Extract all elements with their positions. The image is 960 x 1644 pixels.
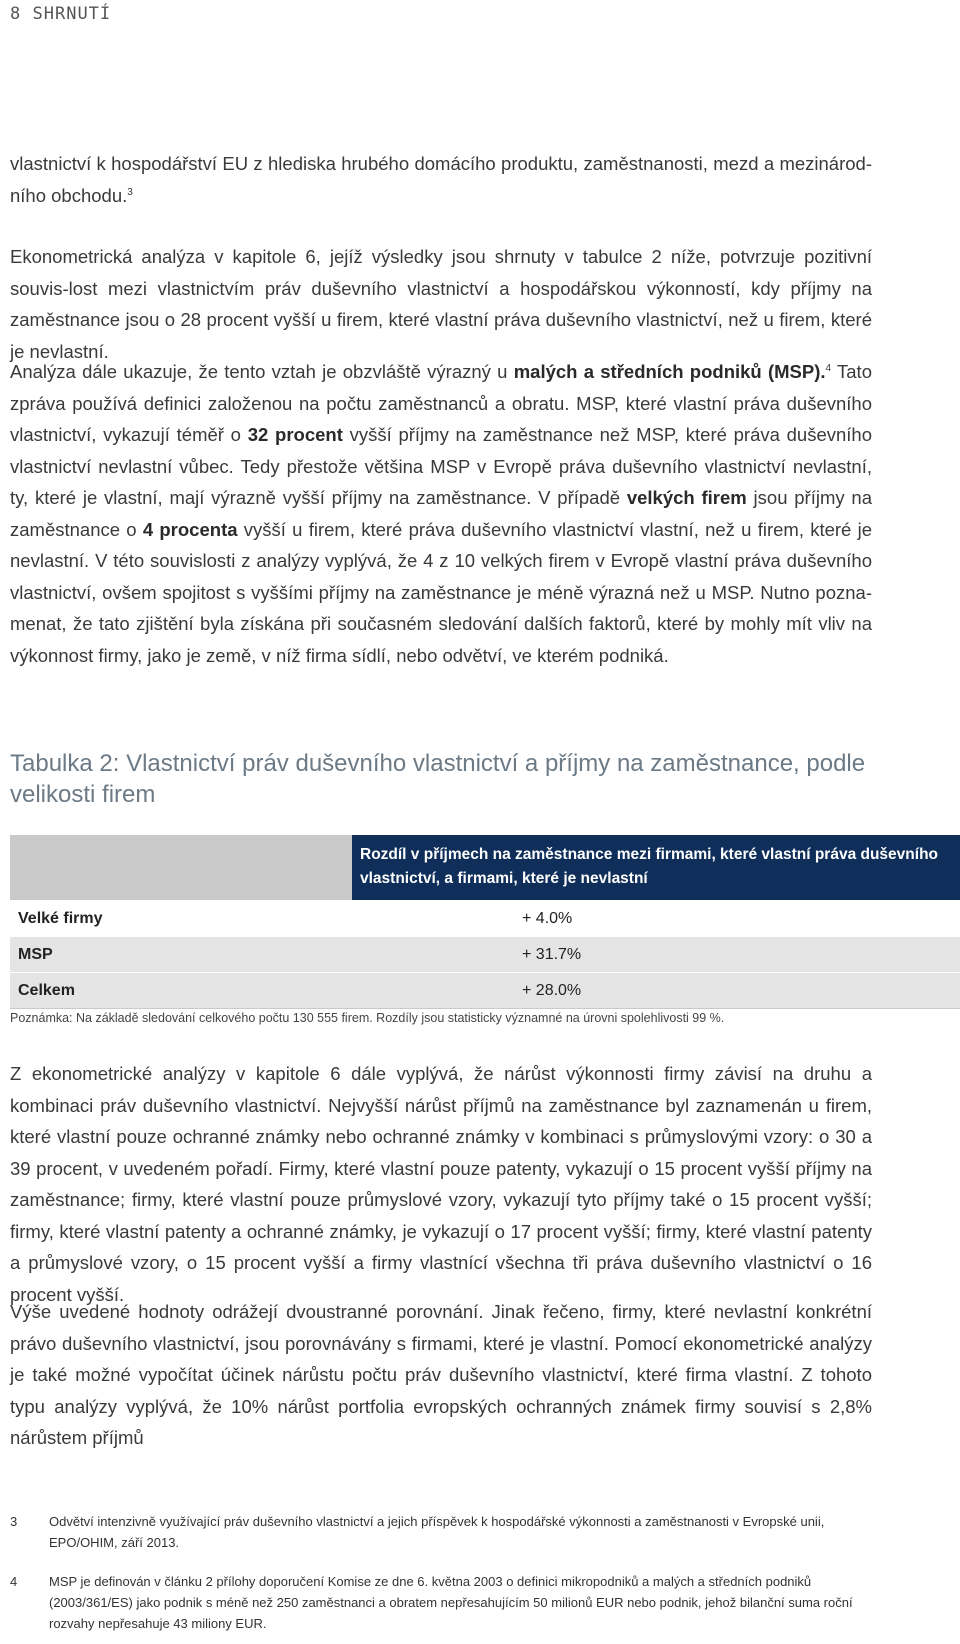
footnote-ref-3[interactable]: 3 [127, 186, 133, 198]
paragraph-3 [10, 356, 872, 671]
table-column-header: Rozdíl v příjmech na zaměstnance mezi firmami, které vlastní práva duševního vlastnictví, a firmami, které je nevlastní [352, 835, 960, 901]
paragraph-3-text-4: jsou příjmy na zaměstnance o [10, 487, 872, 540]
table-header-blank [10, 835, 352, 901]
paragraph-2-text: Ekonometrická analýza v kapitole 6, jejíž výsledky jsou shrnuty v tabulce 2 níže, potvrzuje pozitivní souvis-lost mezi vlastnictvím práv duševního vlastnictví a hospodářskou výkonností, kdy příjmy na zaměstnance jsou o 28 procent vyšší u firem, které vlastní práva duševního vlastnictví, než u firem, které je nevlastní. [10, 246, 872, 362]
paragraph-4-text: Z ekonometrické analýzy v kapitole 6 dále vyplývá, že nárůst výkonnosti firmy závisí na druhu a kombinaci práv duševního vlastnictví. Nejvyšší nárůst příjmů na zaměstnance byl zaznamenán u firem, které vlastní pouze ochranné známky nebo ochranné známky v kombinaci s průmyslovými vzory: o 30 a 39 procent, v uvedeném pořadí. Firmy, které vlastní pouze patenty, vykazují o 15 procent vyšší příjmy na zaměstnance; firmy, které vlastní pouze průmyslové vzory, vykazují tyto příjmy také o 15 procent vyšší; firmy, které vlastní patenty a ochranné známky, je vykazují o 17 procent vyšší; firmy, které vlastní patenty a průmyslové vzory, o 15 procent vyšší a firmy vlastnící všechna tři práva duševního vlastnictví o 16 procent vyšší. [10, 1063, 872, 1305]
paragraph-1 [10, 148, 872, 211]
table-row [10, 973, 960, 1009]
paragraph-2 [10, 241, 872, 367]
table-title: Tabulka 2: Vlastnictví práv duševního vlastnictví a příjmy na zaměstnance, podle velikosti firem [10, 750, 866, 808]
paragraph-4 [10, 1058, 872, 1310]
table-row [10, 937, 960, 973]
income-table [10, 835, 960, 1009]
paragraph-3-text-3: vyšší příjmy na zaměstnance než MSP, které práva duševního vlastnictví nevlastní vůbec. Tedy přestože většina MSP v Evropě práva duševního vlastnictví nevlastní, ty, které je vlastní, mají výrazně vyšší příjmy na zaměstnance. V případě [10, 424, 873, 508]
footnote-text: Odvětví intenzivně využívající práv duševního vlastnictví a jejich příspěvek k hospodářské výkonnosti a zaměstnanosti v Evropské unii, EPO/OHIM, září 2013. [49, 1514, 825, 1550]
table-row [10, 901, 960, 937]
row-label-total: Celkem [10, 973, 352, 1009]
table-note: Poznámka: Na základě sledování celkového počtu 130 555 firem. Rozdíly jsou statisticky významné na úrovni spolehlivosti 99 %. [10, 1011, 725, 1025]
footnote-text: MSP je definován v článku 2 přílohy doporučení Komise ze dne 6. května 2003 o definici mikropodniků a malých a středních podniků (2003/361/ES) jako podnik s méně než 250 zaměstnanci a obratem nepřesahujícím 50 milionů EUR nebo podnik, jehož bilanční suma roční rozvahy nepřesahuje 43 miliony EUR. [49, 1574, 853, 1631]
paragraph-1-text: vlastnictví k hospodářství EU z hlediska hrubého domácího produktu, zaměstnanosti, mezd a mezinárod-ního obchodu. [10, 153, 872, 206]
emphasis-large-firms: velkých firem [626, 487, 747, 508]
row-value-large-firms: + 4.0% [352, 901, 960, 937]
footnote-4 [10, 1571, 890, 1634]
paragraph-5-text: Výše uvedené hodnoty odrážejí dvoustranné porovnání. Jinak řečeno, firmy, které nevlastní konkrétní právo duševního vlastnictví, jsou porovnávány s firmami, které je vlastní. Pomocí ekonometrické analýzy je také možné vypočítat účinek nárůstu počtu práv duševního vlastnictví, které firma vlastní. Z tohoto typu analýzy vyplývá, že 10% nárůst portfolia evropských ochranných známek firmy souvisí s 2,8% nárůstem příjmů [10, 1301, 872, 1448]
paragraph-3-text-5: vyšší u firem, které práva duševního vlastnictví vlastní, než u firem, které je nevlastní. V této souvislosti z analýzy vyplývá, že 4 z 10 velkých firem v Evropě vlastní práva duševního vlastnictví, ovšem spojitost s vyššími příjmy na zaměstnance je méně výrazná než u MSP. Nutno pozna-menat, že tato zjištění byla získána při současném sledování dalších faktorů, které by mohly mít vliv na výkonnost firmy, jako je země, v níž firma sídlí, nebo odvětví, ve kterém podniká. [10, 518, 872, 666]
footnote-ref-4[interactable]: 4 [825, 362, 832, 374]
paragraph-3-text-2: Tato zpráva používá definici založenou na počtu zaměstnanců a obratu. MSP, které vlastní práva duševního vlastnictví, vykazují téměř o [10, 361, 872, 445]
row-label-msp: MSP [10, 937, 352, 973]
emphasis-msp: malých a středních podniků (MSP). [513, 361, 826, 382]
section-title: SHRNUTÍ [32, 4, 112, 24]
row-value-total: + 28.0% [352, 973, 960, 1009]
table-header-row [10, 835, 960, 901]
emphasis-32-percent: 32 procent [247, 424, 343, 445]
paragraph-5 [10, 1296, 872, 1454]
row-value-msp: + 31.7% [352, 937, 960, 973]
emphasis-4-percent: 4 procenta [142, 518, 238, 540]
footnote-number: 4 [10, 1574, 18, 1589]
page-number: 8 [10, 4, 22, 24]
row-label-large-firms: Velké firmy [10, 901, 352, 937]
footnote-number: 3 [10, 1514, 18, 1529]
paragraph-3-text-1: Analýza dále ukazuje, že tento vztah je obzvláště výrazný u [10, 361, 514, 382]
footnote-3 [10, 1511, 890, 1553]
running-header [10, 4, 111, 24]
